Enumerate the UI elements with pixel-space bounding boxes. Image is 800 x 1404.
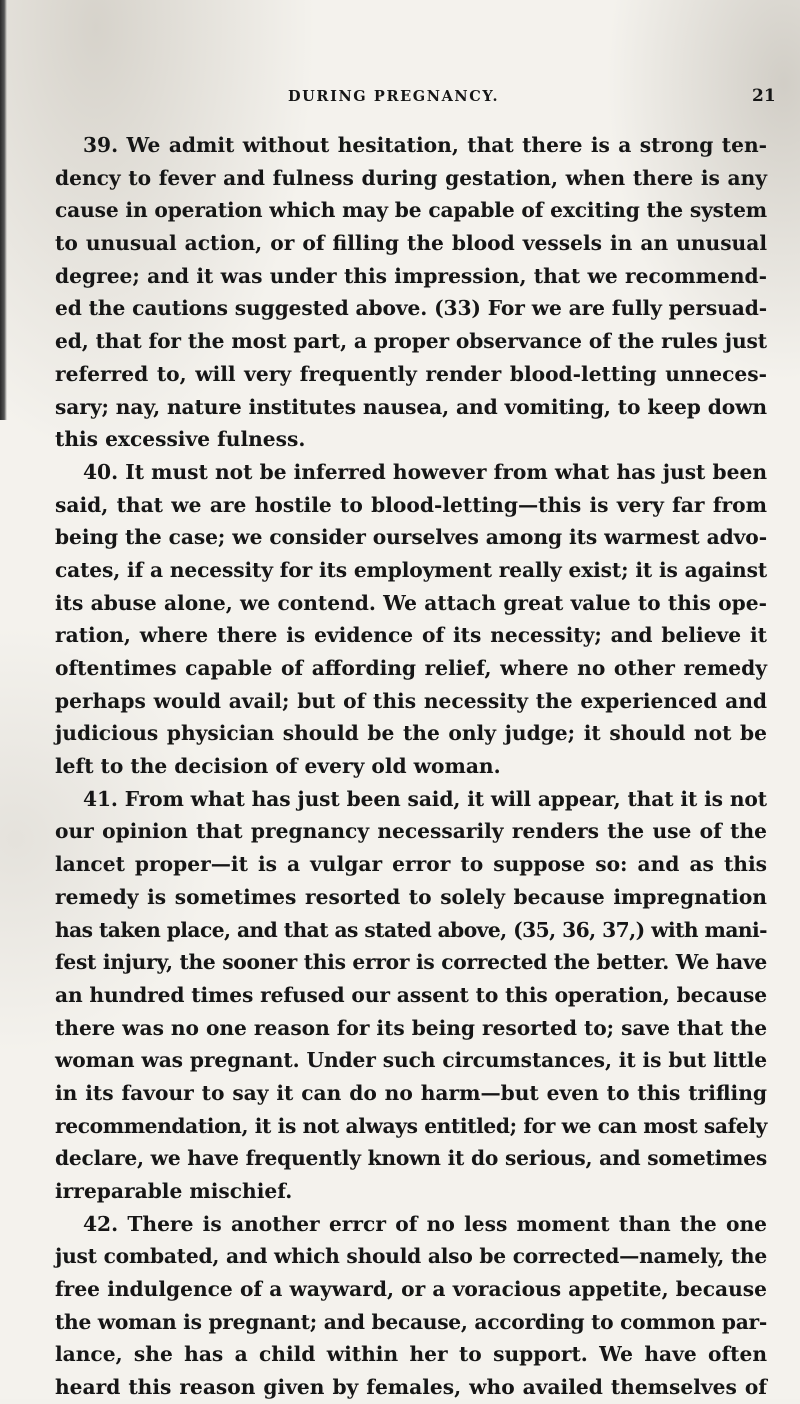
- text-line: said, that we are hostile to blood-letting—this is very far from: [55, 492, 767, 517]
- text-line: lance, she has a child within her to support. We have often: [55, 1342, 767, 1367]
- text-line: ed the cautions suggested above. (33) For we are fully persuad-: [55, 296, 768, 321]
- text-line: referred to, will very frequently render blood-letting unneces-: [55, 361, 767, 386]
- text-line: dency to fever and fulness during gestation, when there is any: [55, 165, 767, 190]
- text-line: fest injury, the sooner this error is corrected the better. We have: [55, 950, 767, 975]
- page-number: 21: [752, 86, 776, 106]
- text-line: declare, we have frequently known it do serious, and sometimes: [55, 1146, 767, 1171]
- text-line: irreparable mischief.: [55, 1179, 293, 1203]
- text-line: cause in operation which may be capable of exciting the system: [55, 198, 767, 223]
- text-line: to unusual action, or of filling the blood vessels in an unusual: [55, 231, 767, 256]
- text-line: left to the decision of every old woman.: [55, 754, 501, 779]
- text-line: this excessive fulness.: [55, 427, 306, 452]
- text-line: perhaps would avail; but of this necessity the experienced and: [55, 688, 767, 713]
- text-line: 39. We admit without hesitation, that there is a strong ten-: [83, 133, 767, 157]
- text-line: the woman is pregnant; and because, according to common par-: [55, 1309, 768, 1334]
- text-line: our opinion that pregnancy necessarily renders the use of the: [55, 819, 767, 844]
- text-line: sary; nay, nature institutes nausea, and vomiting, to keep down: [55, 394, 767, 419]
- text-line: oftentimes capable of affording relief, where no other remedy: [55, 656, 767, 680]
- text-line: ration, where there is evidence of its necessity; and believe it: [55, 623, 767, 648]
- text-line: has taken place, and that as stated above, (35, 36, 37,) with mani-: [55, 917, 768, 942]
- page-edge-shadow: [0, 0, 7, 420]
- text-line: just combated, and which should also be corrected—namely, the: [55, 1244, 767, 1269]
- text-line: an hundred times refused our assent to this operation, because: [55, 982, 768, 1007]
- text-line: 42. There is another errcr of no less moment than the one: [83, 1211, 767, 1236]
- text-line: lancet proper—it is a vulgar error to suppose so: and as this: [55, 852, 767, 877]
- text-line: degree; and it was under this impression, that we recommend-: [55, 263, 767, 288]
- text-line: 41. From what has just been said, it will appear, that it is not: [83, 786, 767, 811]
- text-line: in its favour to say it can do no harm—but even to this trifling: [55, 1080, 767, 1105]
- page-header: [0, 88, 800, 112]
- text-line: judicious physician should be the only judge; it should not be: [55, 721, 767, 746]
- text-line: being the case; we consider ourselves among its warmest advo-: [55, 525, 767, 550]
- text-line: recommendation, it is not always entitled; for we can most safely: [55, 1113, 768, 1138]
- text-line: woman was pregnant. Under such circumstances, it is but little: [55, 1048, 767, 1073]
- text-line: there was no one reason for its being resorted to; save that the: [55, 1015, 768, 1040]
- text-line: heard this reason given by females, who availed themselves of: [55, 1375, 767, 1400]
- text-line: remedy is sometimes resorted to solely because impregnation: [55, 884, 767, 909]
- body-text: [55, 129, 768, 1400]
- text-line: cates, if a necessity for its employment really exist; it is against: [55, 557, 768, 582]
- text-line: its abuse alone, we contend. We attach great value to this ope-: [55, 590, 767, 615]
- text-line: ed, that for the most part, a proper observance of the rules just: [55, 329, 767, 354]
- text-line: 40. It must not be inferred however from what has just been: [83, 459, 767, 484]
- running-head: DURING PREGNANCY.: [288, 88, 500, 105]
- text-line: free indulgence of a wayward, or a voracious appetite, because: [55, 1277, 767, 1302]
